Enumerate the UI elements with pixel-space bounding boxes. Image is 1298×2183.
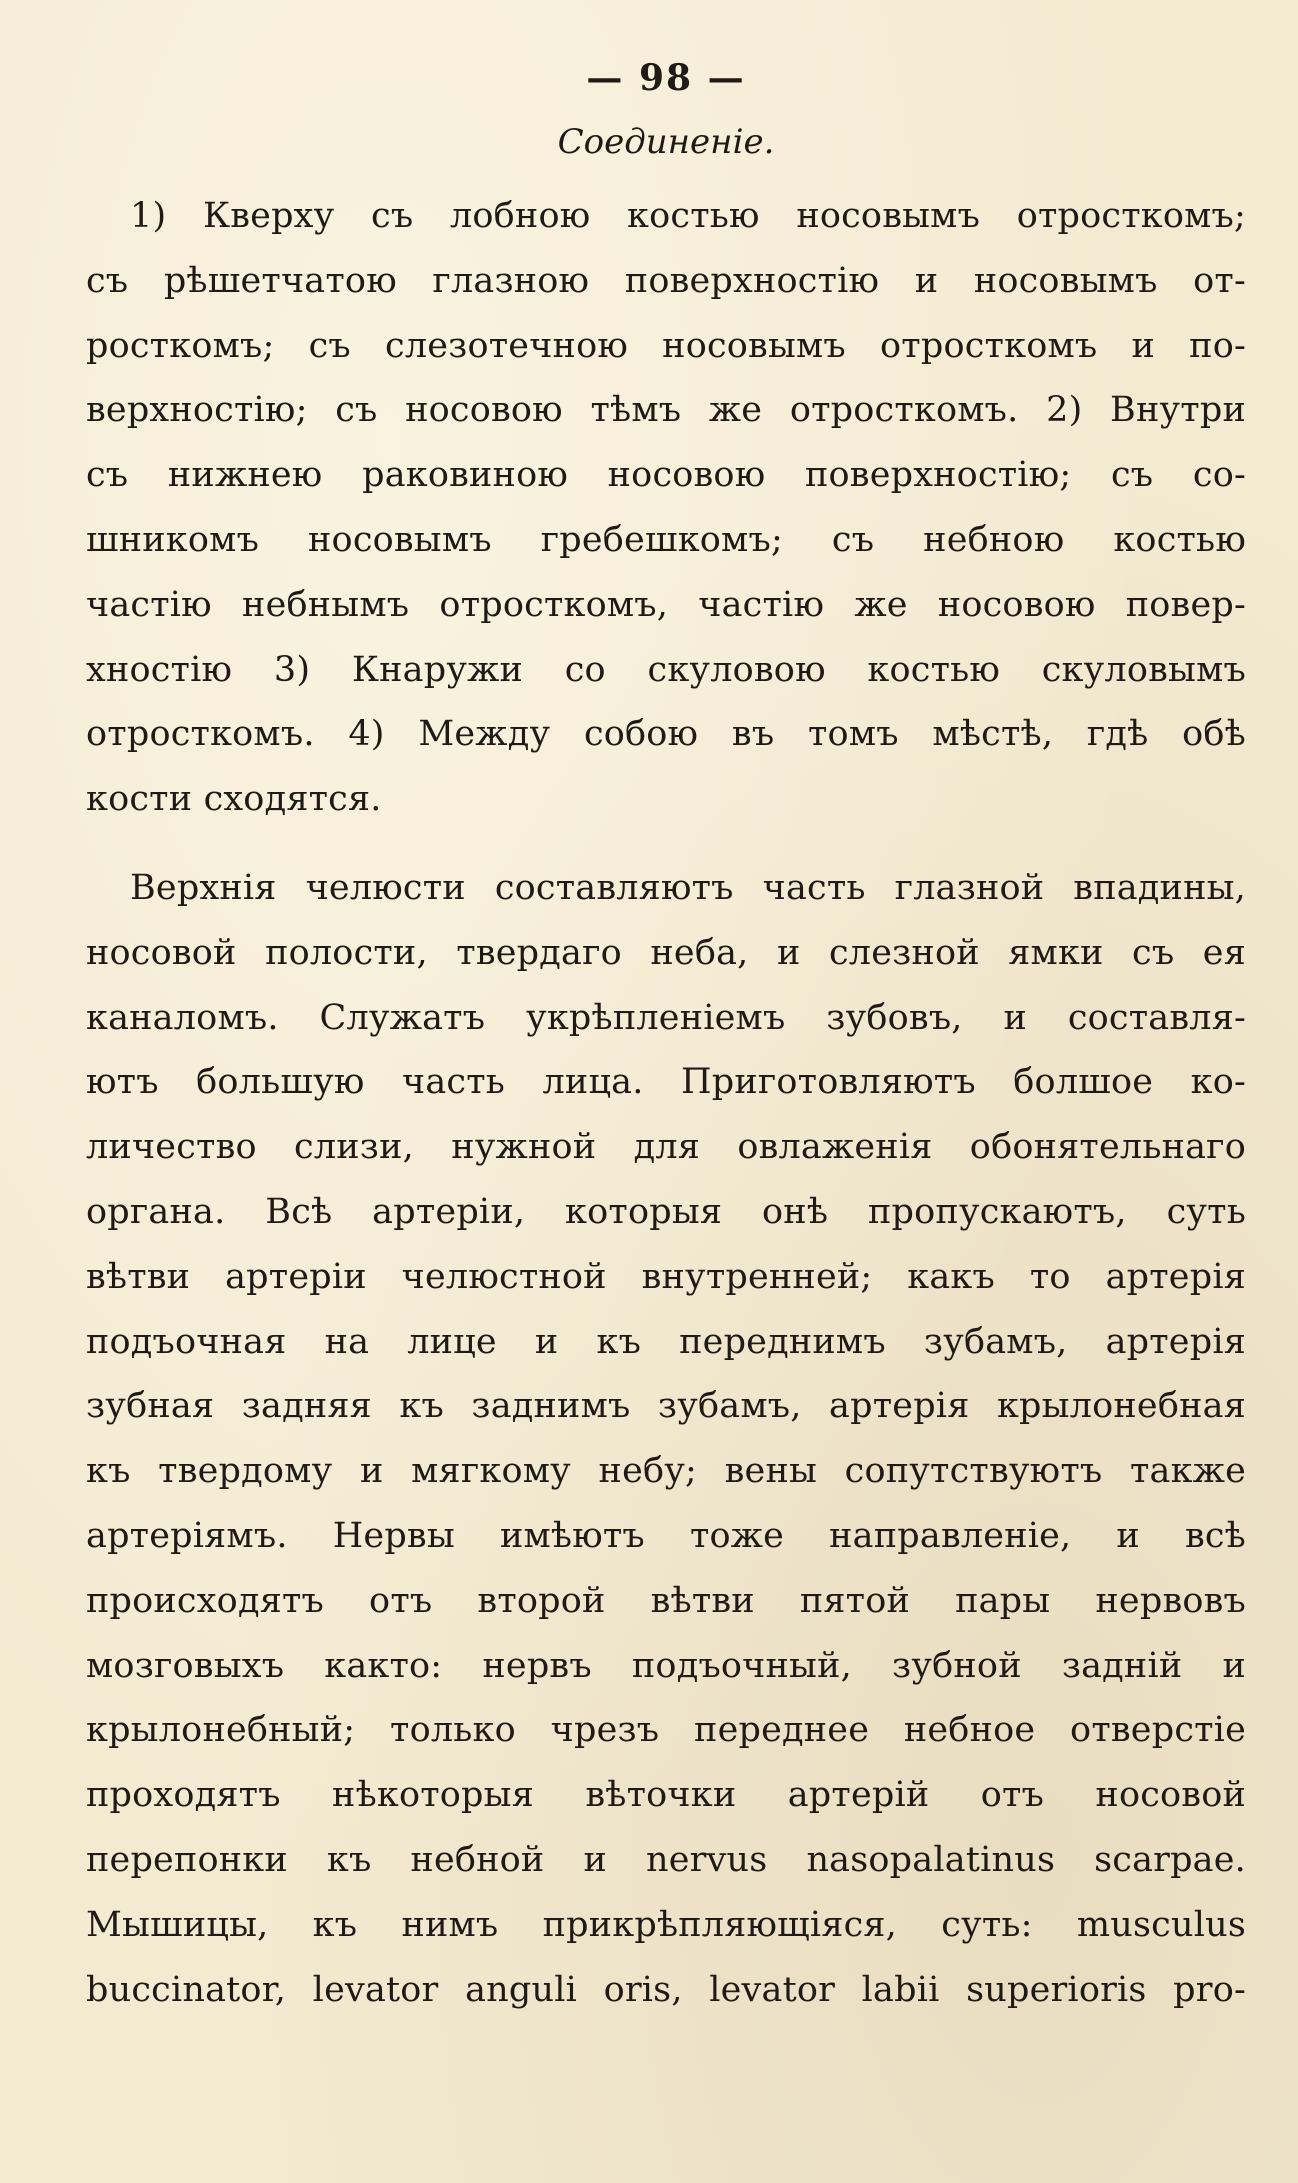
text-line: 1) Кверху съ лобною костью носовымъ отросткомъ; bbox=[130, 196, 1246, 236]
text-line: частiю небнымъ отросткомъ, частiю же носовою повер- bbox=[86, 584, 1246, 625]
text-line: каналомъ. Служатъ укрѣпленiемъ зубовъ, и составля- bbox=[86, 997, 1246, 1038]
text-line: носовой полости, твердаго неба, и слезной ямки съ ея bbox=[86, 932, 1246, 973]
text-line: личество слизи, нужной для овлаженiя обонятельнаго bbox=[86, 1127, 1246, 1168]
text-line: съ нижнею раковиною носовою поверхностiю; съ со- bbox=[86, 455, 1246, 496]
paragraph-2 bbox=[86, 856, 1246, 2022]
section-title: Соединенiе. bbox=[557, 122, 775, 162]
text-line: крылонебный; только чрезъ переднее небное отверстiе bbox=[86, 1710, 1246, 1751]
text-line: шникомъ носовымъ гребешкомъ; съ небною костью bbox=[86, 519, 1246, 560]
text-line: органа. Всѣ артерiи, которыя онѣ пропускаютъ, суть bbox=[86, 1191, 1246, 1232]
paragraph-gap bbox=[86, 832, 1246, 856]
text-line: кости сходятся. bbox=[86, 779, 382, 820]
text-line: Мышицы, къ нимъ прикрѣпляющiяся, суть: musculus bbox=[86, 1904, 1246, 1945]
text-line: происходятъ отъ второй вѣтви пятой пары нервовъ bbox=[86, 1580, 1246, 1621]
page-number: — 98 — bbox=[586, 57, 746, 99]
text-line: вѣтви артерiи челюстной внутренней; какъ то артерiя bbox=[86, 1256, 1246, 1297]
text-line: проходятъ нѣкоторыя вѣточки артерiй отъ носовой bbox=[86, 1775, 1246, 1816]
text-line: зубная задняя къ заднимъ зубамъ, артерiя крылонебная bbox=[86, 1386, 1246, 1427]
text-line: хностiю 3) Кнаружи со скуловою костью скуловымъ bbox=[86, 649, 1246, 690]
text-line: ютъ большую часть лица. Приготовляютъ болшое ко- bbox=[86, 1062, 1246, 1103]
text-line: артерiямъ. Нервы имѣютъ тоже направленiе, и всѣ bbox=[86, 1515, 1246, 1556]
text-line: подъочная на лице и къ переднимъ зубамъ, артерiя bbox=[86, 1321, 1246, 1362]
paragraph-1 bbox=[86, 184, 1246, 832]
text-line: buccinator, levator anguli oris, levator labii superioris pro- bbox=[86, 1969, 1246, 2010]
text-line: къ твердому и мягкому небу; вены сопутствуютъ также bbox=[86, 1451, 1246, 1492]
text-line: отросткомъ. 4) Между собою въ томъ мѣстѣ, гдѣ обѣ bbox=[86, 714, 1246, 755]
text-line: перепонки къ небной и nervus nasopalatinus scarpae. bbox=[86, 1839, 1246, 1880]
text-line: Верхнiя челюсти составляютъ часть глазной впадины, bbox=[130, 867, 1246, 908]
text-line: росткомъ; съ слезотечною носовымъ отросткомъ и по- bbox=[86, 325, 1246, 366]
text-line: верхностiю; съ носовою тѣмъ же отросткомъ. 2) Внутри bbox=[86, 390, 1246, 431]
text-line: мозговыхъ както: нервъ подъочный, зубной заднiй и bbox=[86, 1645, 1246, 1686]
text-line: съ рѣшетчатою глазною поверхностiю и носовымъ от- bbox=[86, 260, 1246, 301]
